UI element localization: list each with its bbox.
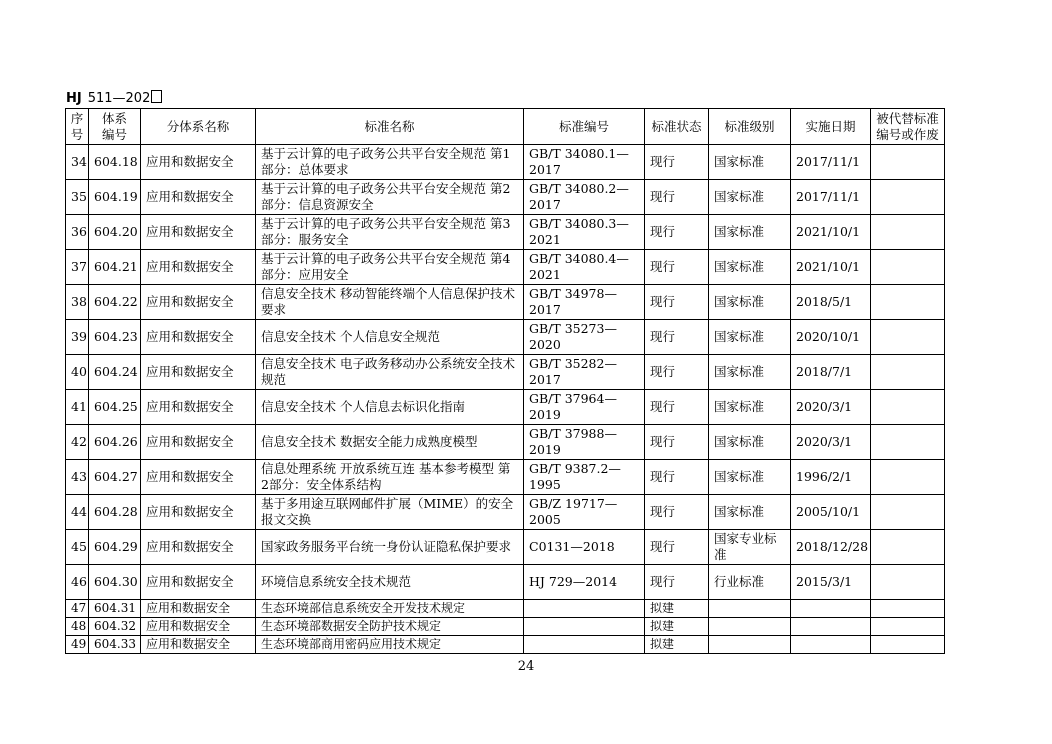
cell-system-code: 604.30 xyxy=(89,565,141,600)
cell-status: 现行 xyxy=(645,215,709,250)
table-row xyxy=(66,495,945,530)
cell-date xyxy=(791,636,871,654)
cell-subsystem: 应用和数据安全 xyxy=(141,215,256,250)
cell-level xyxy=(709,600,791,618)
cell-status: 现行 xyxy=(645,355,709,390)
cell-date: 2015/3/1 xyxy=(791,565,871,600)
cell-level: 国家标准 xyxy=(709,460,791,495)
cell-standard-code: GB/T 9387.2—1995 xyxy=(524,460,645,495)
standards-table xyxy=(65,108,945,654)
cell-replaced xyxy=(871,636,945,654)
cell-subsystem: 应用和数据安全 xyxy=(141,495,256,530)
cell-date: 2020/3/1 xyxy=(791,390,871,425)
col-header-subsystem: 分体系名称 xyxy=(141,109,256,145)
cell-system-code: 604.20 xyxy=(89,215,141,250)
cell-standard-name: 生态环境部商用密码应用技术规定 xyxy=(256,636,524,654)
cell-level: 国家标准 xyxy=(709,355,791,390)
cell-seq: 45 xyxy=(66,530,89,565)
cell-system-code: 604.32 xyxy=(89,618,141,636)
cell-level: 行业标准 xyxy=(709,565,791,600)
cell-seq: 41 xyxy=(66,390,89,425)
cell-standard-name: 信息安全技术 电子政务移动办公系统安全技术规范 xyxy=(256,355,524,390)
cell-standard-name: 生态环境部信息系统安全开发技术规定 xyxy=(256,600,524,618)
cell-status: 拟建 xyxy=(645,618,709,636)
col-header-level: 标准级别 xyxy=(709,109,791,145)
table-row xyxy=(66,145,945,180)
cell-date: 2017/11/1 xyxy=(791,145,871,180)
cell-subsystem: 应用和数据安全 xyxy=(141,355,256,390)
cell-subsystem: 应用和数据安全 xyxy=(141,565,256,600)
cell-date: 2020/3/1 xyxy=(791,425,871,460)
table-row xyxy=(66,530,945,565)
table-row xyxy=(66,285,945,320)
cell-date: 2020/10/1 xyxy=(791,320,871,355)
cell-standard-name: 信息安全技术 个人信息安全规范 xyxy=(256,320,524,355)
cell-standard-code xyxy=(524,618,645,636)
cell-seq: 47 xyxy=(66,600,89,618)
cell-status: 现行 xyxy=(645,145,709,180)
cell-status: 现行 xyxy=(645,530,709,565)
cell-standard-name: 基于云计算的电子政务公共平台安全规范 第1部分：总体要求 xyxy=(256,145,524,180)
cell-level xyxy=(709,618,791,636)
cell-replaced xyxy=(871,565,945,600)
cell-date: 2018/12/28 xyxy=(791,530,871,565)
cell-standard-name: 信息安全技术 数据安全能力成熟度模型 xyxy=(256,425,524,460)
cell-status: 现行 xyxy=(645,285,709,320)
cell-system-code: 604.22 xyxy=(89,285,141,320)
cell-replaced xyxy=(871,618,945,636)
table-row xyxy=(66,600,945,618)
cell-subsystem: 应用和数据安全 xyxy=(141,250,256,285)
cell-level: 国家标准 xyxy=(709,285,791,320)
cell-seq: 37 xyxy=(66,250,89,285)
cell-system-code: 604.25 xyxy=(89,390,141,425)
cell-seq: 46 xyxy=(66,565,89,600)
cell-seq: 49 xyxy=(66,636,89,654)
cell-standard-name: 基于多用途互联网邮件扩展（MIME）的安全报文交换 xyxy=(256,495,524,530)
cell-replaced xyxy=(871,180,945,215)
cell-replaced xyxy=(871,355,945,390)
cell-replaced xyxy=(871,145,945,180)
cell-replaced xyxy=(871,320,945,355)
cell-standard-name: 信息安全技术 个人信息去标识化指南 xyxy=(256,390,524,425)
cell-standard-code: GB/T 35282—2017 xyxy=(524,355,645,390)
cell-date: 2021/10/1 xyxy=(791,250,871,285)
cell-subsystem: 应用和数据安全 xyxy=(141,180,256,215)
cell-status: 现行 xyxy=(645,180,709,215)
cell-system-code: 604.23 xyxy=(89,320,141,355)
cell-standard-code: GB/T 35273—2020 xyxy=(524,320,645,355)
cell-system-code: 604.18 xyxy=(89,145,141,180)
col-header-system-code: 体系编号 xyxy=(89,109,141,145)
cell-seq: 40 xyxy=(66,355,89,390)
standard-number: 511—202 xyxy=(87,91,151,106)
cell-standard-code: GB/T 34080.1—2017 xyxy=(524,145,645,180)
cell-standard-name: 基于云计算的电子政务公共平台安全规范 第4部分：应用安全 xyxy=(256,250,524,285)
cell-standard-name: 国家政务服务平台统一身份认证隐私保护要求 xyxy=(256,530,524,565)
col-header-seq: 序号 xyxy=(66,109,89,145)
cell-date: 2018/7/1 xyxy=(791,355,871,390)
cell-seq: 36 xyxy=(66,215,89,250)
cell-replaced xyxy=(871,285,945,320)
document-header xyxy=(66,90,162,107)
cell-standard-code: GB/T 34080.2—2017 xyxy=(524,180,645,215)
cell-replaced xyxy=(871,425,945,460)
cell-system-code: 604.21 xyxy=(89,250,141,285)
cell-replaced xyxy=(871,215,945,250)
placeholder-box-icon xyxy=(151,90,162,103)
table-row xyxy=(66,618,945,636)
cell-standard-code xyxy=(524,600,645,618)
cell-standard-code: HJ 729—2014 xyxy=(524,565,645,600)
cell-standard-code: GB/T 34978—2017 xyxy=(524,285,645,320)
table-row xyxy=(66,565,945,600)
cell-seq: 42 xyxy=(66,425,89,460)
cell-status: 拟建 xyxy=(645,600,709,618)
cell-system-code: 604.27 xyxy=(89,460,141,495)
cell-seq: 48 xyxy=(66,618,89,636)
cell-status: 现行 xyxy=(645,460,709,495)
col-header-standard-code: 标准编号 xyxy=(524,109,645,145)
cell-system-code: 604.26 xyxy=(89,425,141,460)
cell-standard-code xyxy=(524,636,645,654)
cell-standard-code: GB/Z 19717—2005 xyxy=(524,495,645,530)
cell-replaced xyxy=(871,530,945,565)
cell-subsystem: 应用和数据安全 xyxy=(141,530,256,565)
cell-status: 现行 xyxy=(645,390,709,425)
cell-system-code: 604.29 xyxy=(89,530,141,565)
page-number: 24 xyxy=(517,659,535,674)
cell-standard-name: 信息处理系统 开放系统互连 基本参考模型 第2部分：安全体系结构 xyxy=(256,460,524,495)
cell-system-code: 604.19 xyxy=(89,180,141,215)
cell-subsystem: 应用和数据安全 xyxy=(141,320,256,355)
cell-seq: 38 xyxy=(66,285,89,320)
cell-level: 国家标准 xyxy=(709,425,791,460)
cell-level: 国家标准 xyxy=(709,215,791,250)
cell-replaced xyxy=(871,600,945,618)
cell-replaced xyxy=(871,250,945,285)
cell-date: 2021/10/1 xyxy=(791,215,871,250)
cell-level xyxy=(709,636,791,654)
cell-status: 现行 xyxy=(645,565,709,600)
table-header-row xyxy=(66,109,945,145)
cell-status: 现行 xyxy=(645,250,709,285)
cell-replaced xyxy=(871,390,945,425)
cell-level: 国家标准 xyxy=(709,180,791,215)
cell-seq: 44 xyxy=(66,495,89,530)
col-header-date: 实施日期 xyxy=(791,109,871,145)
cell-subsystem: 应用和数据安全 xyxy=(141,145,256,180)
cell-standard-code: GB/T 34080.4—2021 xyxy=(524,250,645,285)
cell-standard-name: 环境信息系统安全技术规范 xyxy=(256,565,524,600)
cell-subsystem: 应用和数据安全 xyxy=(141,636,256,654)
cell-subsystem: 应用和数据安全 xyxy=(141,425,256,460)
cell-seq: 39 xyxy=(66,320,89,355)
table-row xyxy=(66,180,945,215)
cell-replaced xyxy=(871,495,945,530)
cell-subsystem: 应用和数据安全 xyxy=(141,460,256,495)
cell-level: 国家标准 xyxy=(709,145,791,180)
table-row xyxy=(66,355,945,390)
cell-subsystem: 应用和数据安全 xyxy=(141,618,256,636)
cell-level: 国家标准 xyxy=(709,390,791,425)
cell-standard-code: GB/T 37988—2019 xyxy=(524,425,645,460)
cell-standard-name: 基于云计算的电子政务公共平台安全规范 第2部分：信息资源安全 xyxy=(256,180,524,215)
table-row xyxy=(66,215,945,250)
cell-seq: 34 xyxy=(66,145,89,180)
cell-system-code: 604.33 xyxy=(89,636,141,654)
cell-level: 国家标准 xyxy=(709,495,791,530)
col-header-standard-name: 标准名称 xyxy=(256,109,524,145)
cell-date: 1996/2/1 xyxy=(791,460,871,495)
cell-system-code: 604.31 xyxy=(89,600,141,618)
table-row xyxy=(66,250,945,285)
standard-prefix: HJ xyxy=(66,91,82,106)
cell-seq: 43 xyxy=(66,460,89,495)
cell-date: 2005/10/1 xyxy=(791,495,871,530)
cell-date: 2018/5/1 xyxy=(791,285,871,320)
cell-subsystem: 应用和数据安全 xyxy=(141,285,256,320)
cell-status: 拟建 xyxy=(645,636,709,654)
cell-status: 现行 xyxy=(645,425,709,460)
col-header-status: 标准状态 xyxy=(645,109,709,145)
cell-subsystem: 应用和数据安全 xyxy=(141,390,256,425)
cell-subsystem: 应用和数据安全 xyxy=(141,600,256,618)
table-row xyxy=(66,636,945,654)
cell-date xyxy=(791,618,871,636)
cell-date xyxy=(791,600,871,618)
col-header-replaced: 被代替标准编号或作废 xyxy=(871,109,945,145)
cell-seq: 35 xyxy=(66,180,89,215)
cell-standard-name: 基于云计算的电子政务公共平台安全规范 第3部分：服务安全 xyxy=(256,215,524,250)
table-row xyxy=(66,320,945,355)
cell-standard-name: 信息安全技术 移动智能终端个人信息保护技术要求 xyxy=(256,285,524,320)
cell-level: 国家专业标准 xyxy=(709,530,791,565)
table-row xyxy=(66,390,945,425)
table-row xyxy=(66,425,945,460)
table-row xyxy=(66,460,945,495)
cell-replaced xyxy=(871,460,945,495)
cell-status: 现行 xyxy=(645,495,709,530)
cell-standard-name: 生态环境部数据安全防护技术规定 xyxy=(256,618,524,636)
cell-date: 2017/11/1 xyxy=(791,180,871,215)
cell-standard-code: GB/T 37964—2019 xyxy=(524,390,645,425)
cell-standard-code: GB/T 34080.3—2021 xyxy=(524,215,645,250)
cell-standard-code: C0131—2018 xyxy=(524,530,645,565)
cell-level: 国家标准 xyxy=(709,250,791,285)
cell-system-code: 604.28 xyxy=(89,495,141,530)
cell-level: 国家标准 xyxy=(709,320,791,355)
cell-system-code: 604.24 xyxy=(89,355,141,390)
cell-status: 现行 xyxy=(645,320,709,355)
